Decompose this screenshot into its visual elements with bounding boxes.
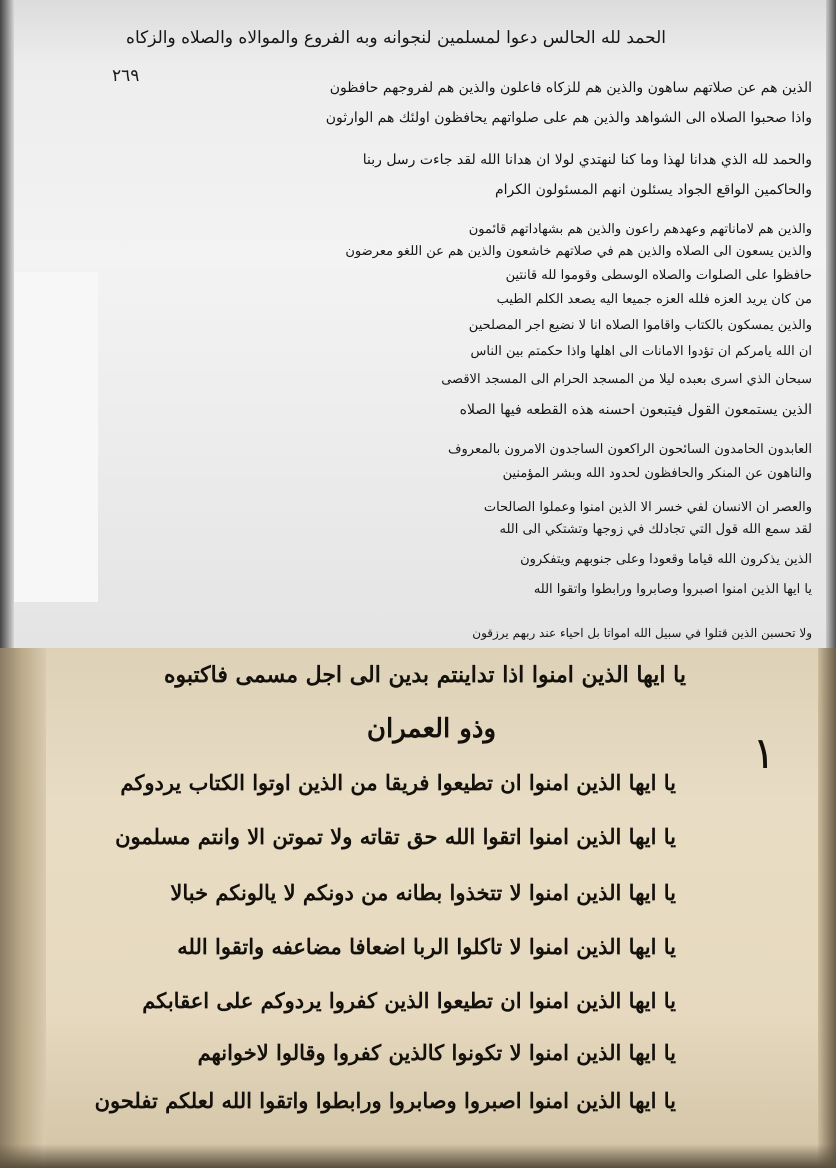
upper-line: من كان يريد العزه فلله العزه جميعا اليه يصعد الكلم الطيب (496, 292, 812, 307)
upper-line: العابدون الحامدون السائحون الراكعون الساجدون الامرون بالمعروف (448, 442, 812, 457)
lower-line: يا ايها الذين امنوا اصبروا وصابروا ورابطوا واتقوا الله لعلكم تفلحون (94, 1088, 676, 1113)
upper-leaf-pale-strip (14, 272, 98, 602)
lower-manuscript-leaf (0, 648, 836, 1168)
upper-line: واذا صحبوا الصلاه الى الشواهد والذين هم على صلواتهم يحافظون اولئك هم الوارثون (325, 110, 812, 126)
page-number: ٢٦٩ (112, 66, 140, 86)
upper-leaf-left-edge (0, 0, 14, 648)
upper-line: والحمد لله الذي هدانا لهذا وما كنا لنهتدي لولا ان هدانا الله لقد جاءت رسل ربنا (362, 152, 812, 168)
upper-line: يا ايها الذين امنوا اصبروا وصابروا ورابطوا واتقوا الله (533, 582, 812, 597)
upper-line: والذين يمسكون بالكتاب واقاموا الصلاه انا لا نضيع اجر المصلحين (468, 318, 812, 333)
lower-line: يا ايها الذين امنوا ان تطيعوا فريقا من الذين اوتوا الكتاب يردوكم (120, 770, 676, 795)
lower-leaf-binding (0, 648, 46, 1168)
upper-line: الحمد لله الحالس دعوا لمسلمين لنجوانه وبه الفروع والموالاه والصلاه والزكاه (126, 28, 666, 48)
upper-line: لقد سمع الله قول التي تجادلك في زوجها وتشتكي الى الله (499, 522, 812, 537)
lower-line: يا ايها الذين امنوا لا تاكلوا الربا اضعافا مضاعفه واتقوا الله (177, 934, 676, 959)
verse-marker: ١ (752, 728, 776, 779)
lower-line: يا ايها الذين امنوا اذا تداينتم بدين الى اجل مسمى فاكتبوه (164, 662, 686, 688)
upper-line: والذين هم لاماناتهم وعهدهم راعون والذين هم بشهاداتهم قائمون (468, 222, 812, 237)
upper-line: ان الله يامركم ان تؤدوا الامانات الى اهلها واذا حكمتم بين الناس (470, 344, 812, 359)
upper-line: الذين يستمعون القول فيتبعون احسنه هذه القطعه فيها الصلاه (459, 402, 812, 418)
upper-line: الذين هم عن صلاتهم ساهون والذين هم للزكاه فاعلون والذين هم لفروجهم حافظون (329, 80, 812, 96)
lower-leaf-bottom-shadow (0, 1144, 836, 1168)
lower-line: يا ايها الذين امنوا لا تتخذوا بطانه من دونكم لا يالونكم خبالا (170, 880, 676, 905)
lower-line: يا ايها الذين امنوا اتقوا الله حق تقاته ولا تموتن الا وانتم مسلمون (115, 824, 676, 849)
upper-line: الذين يذكرون الله قياما وقعودا وعلى جنوبهم ويتفكرون (520, 552, 812, 567)
lower-line: وذو العمران (366, 714, 496, 744)
upper-leaf-right-edge (826, 0, 836, 648)
upper-line: والحاكمين الواقع الجواد يسئلون انهم المسئولون الكرام (495, 182, 812, 198)
upper-line: حافظوا على الصلوات والصلاه الوسطى وقوموا لله قانتين (505, 268, 812, 283)
upper-line: والعصر ان الانسان لفي خسر الا الذين امنوا وعملوا الصالحات (483, 500, 812, 515)
lower-line: يا ايها الذين امنوا ان تطيعوا الذين كفروا يردوكم على اعقابكم (142, 988, 676, 1013)
upper-line: والناهون عن المنكر والحافظون لحدود الله وبشر المؤمنين (502, 466, 812, 481)
upper-line: والذين يسعون الى الصلاه والذين هم في صلاتهم خاشعون والذين هم عن اللغو معرضون (345, 244, 812, 259)
lower-leaf-right-edge (818, 648, 836, 1168)
upper-line: سبحان الذي اسرى بعبده ليلا من المسجد الحرام الى المسجد الاقصى (441, 372, 812, 387)
lower-line: يا ايها الذين امنوا لا تكونوا كالذين كفروا وقالوا لاخوانهم (197, 1040, 676, 1065)
upper-line: ولا تحسبن الذين قتلوا في سبيل الله امواتا بل احياء عند ربهم يرزقون (472, 626, 812, 640)
